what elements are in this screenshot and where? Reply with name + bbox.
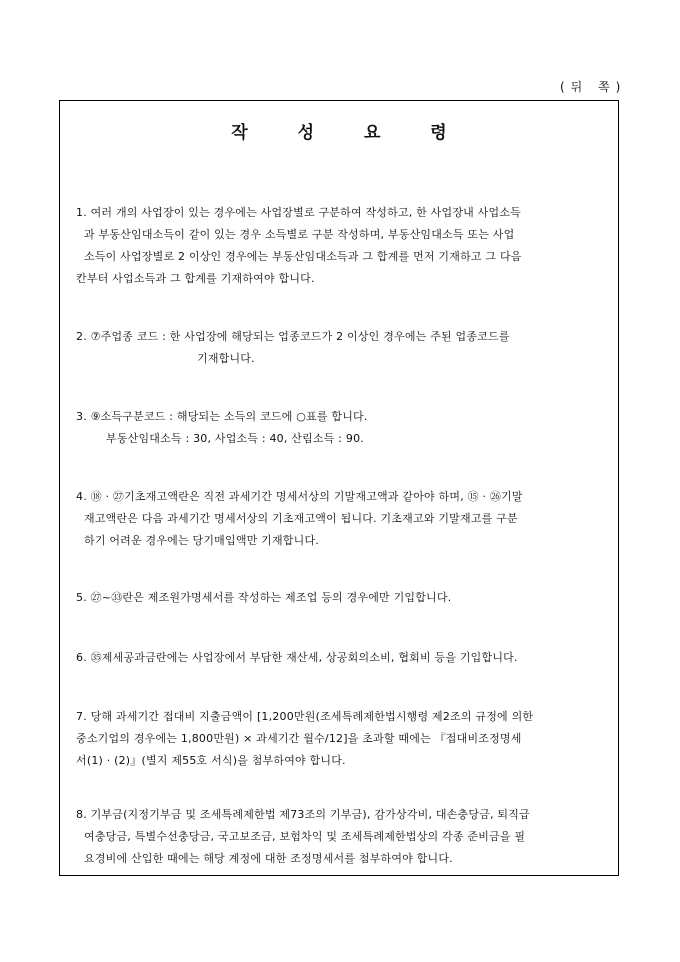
item-line: 3. ⑨소득구분코드 : 해당되는 소득의 코드에 ○표를 합니다. (76, 410, 368, 423)
item-line: 2. ⑦주업종 코드 : 한 사업장에 해당되는 업종코드가 2 이상인 경우에는 주된 업종코드를 (76, 330, 510, 343)
item-line: 재고액란은 다음 과세기간 명세서상의 기초재고액이 됩니다. 기초재고와 기말재고를 구분 (84, 512, 518, 525)
item-line: 칸부터 사업소득과 그 합계를 기재하여야 합니다. (76, 272, 315, 285)
item-line: 여충당금, 특별수선충당금, 국고보조금, 보험차익 및 조세특례제한법상의 각종 준비금을 필 (84, 830, 526, 843)
item-line: 요경비에 산입한 때에는 해당 계정에 대한 조정명세서를 첨부하여야 합니다. (84, 852, 453, 865)
item-line: 하기 어려운 경우에는 당기매입액만 기재합니다. (84, 534, 320, 547)
document-title: 작 성 요 령 (231, 123, 469, 143)
instruction-item-4 (76, 486, 610, 552)
instruction-item-7 (76, 706, 610, 772)
item-line: 중소기업의 경우에는 1,800만원) × 과세기간 월수/12]을 초과할 때에는 『접대비조정명세 (76, 732, 522, 745)
item-line: 부동산임대소득 : 30, 사업소득 : 40, 산림소득 : 90. (106, 432, 364, 445)
item-line: 서(1) · (2)』(별지 제55호 서식)을 첨부하여야 합니다. (76, 754, 346, 767)
item-line: 기재합니다. (197, 352, 255, 365)
item-line: 6. ㉟제세공과금란에는 사업장에서 부담한 재산세, 상공회의소비, 협회비 등을 기입합니다. (76, 651, 518, 664)
page-side-label: (뒤 쪽) (560, 80, 627, 94)
instruction-item-6 (76, 647, 610, 669)
instruction-item-2 (76, 326, 610, 370)
item-line: 과 부동산임대소득이 같이 있는 경우 소득별로 구분 작성하며, 부동산임대소득 또는 사업 (84, 228, 515, 241)
item-line: 5. ㉗~㉝란은 제조원가명세서를 작성하는 제조업 등의 경우에만 기입합니다. (76, 591, 452, 604)
item-line: 7. 당해 과세기간 접대비 지출금액이 [1,200만원(조세특례제한법시행령 제2조의 규정에 의한 (76, 710, 534, 723)
instruction-item-1 (76, 202, 610, 290)
item-line: 1. 여러 개의 사업장이 있는 경우에는 사업장별로 구분하여 작성하고, 한 사업장내 사업소득 (76, 206, 521, 219)
instruction-item-8 (76, 804, 610, 870)
item-line: 4. ⑱ · ㉗기초재고액란은 직전 과세기간 명세서상의 기말재고액과 같아야 하며, ⑮ · ㉖기말 (76, 490, 523, 503)
instruction-item-5 (76, 587, 610, 609)
item-line: 소득이 사업장별로 2 이상인 경우에는 부동산임대소득과 그 합계를 먼저 기재하고 그 다음 (84, 250, 522, 263)
instruction-item-3 (76, 406, 610, 450)
item-line: 8. 기부금(지정기부금 및 조세특례제한법 제73조의 기부금), 감가상각비, 대손충당금, 퇴직급 (76, 808, 530, 821)
